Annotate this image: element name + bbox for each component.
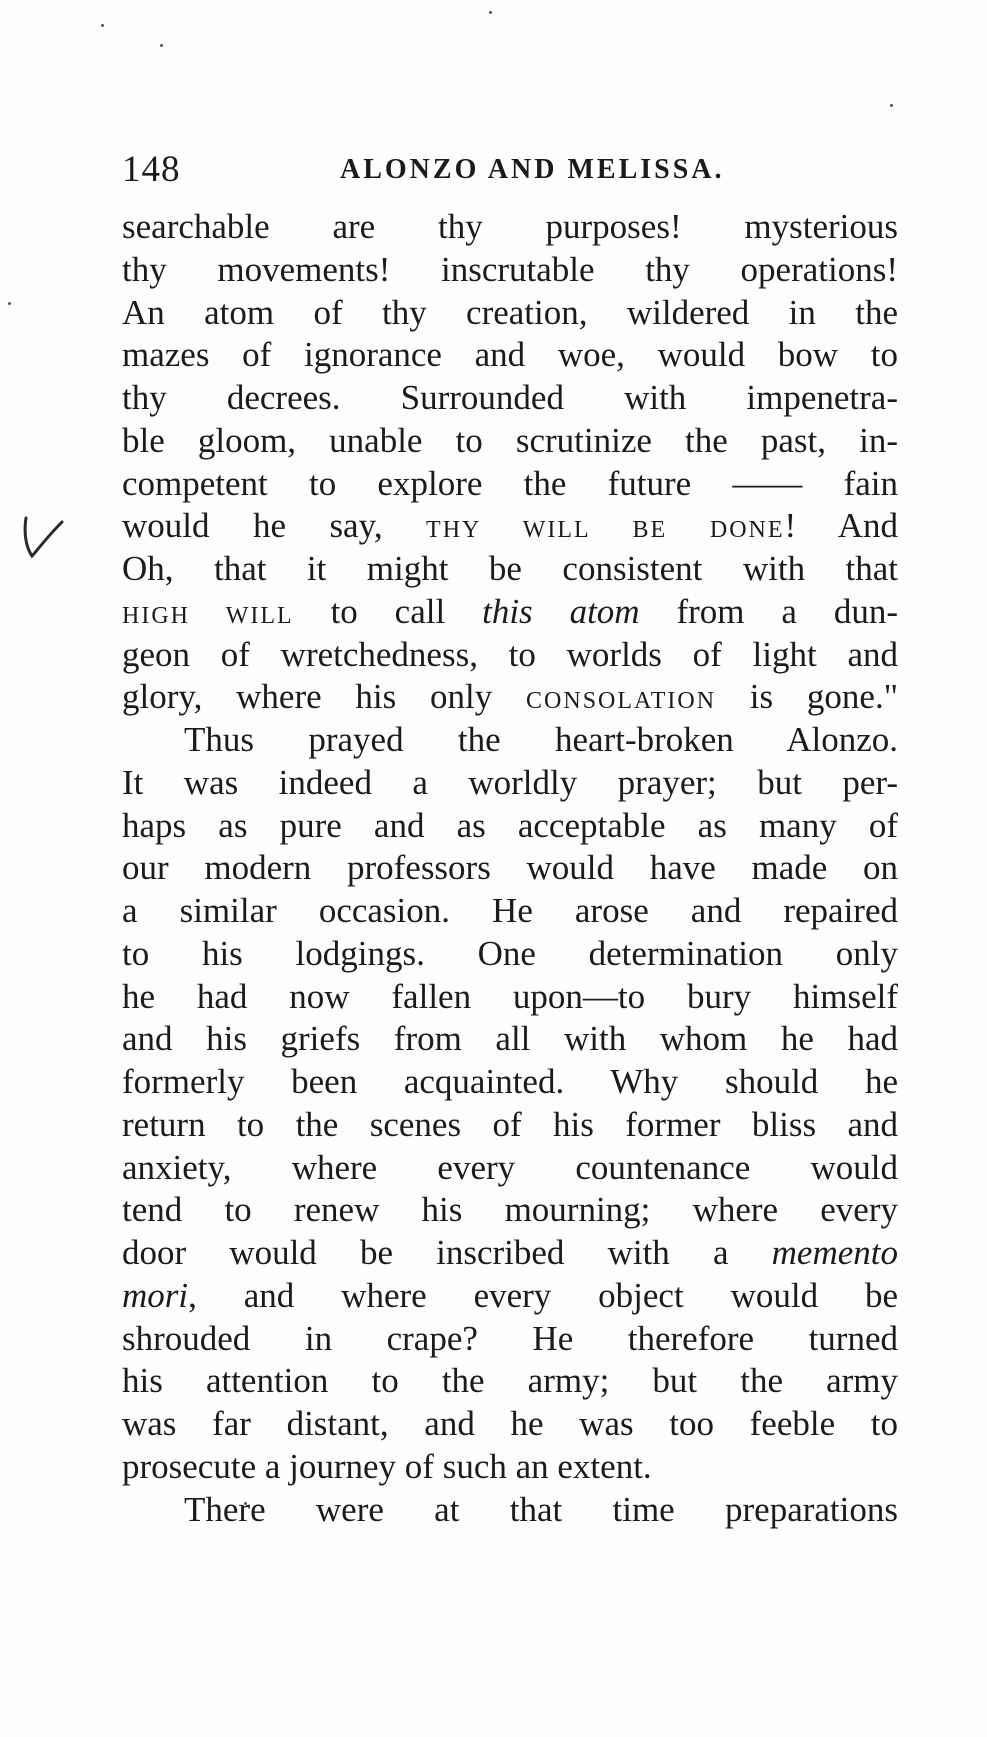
text-run: thy decrees. Surrounded with impenetra- xyxy=(122,378,898,417)
text-line xyxy=(122,591,898,634)
text-line xyxy=(122,1275,898,1318)
text-run: return to the scenes of his former bliss and xyxy=(122,1104,898,1144)
text-run: , and where every object would be xyxy=(188,1275,898,1315)
text-run: haps as pure and as acceptable as many of xyxy=(122,805,898,845)
paper-speck xyxy=(8,302,11,305)
text-line xyxy=(122,1318,898,1361)
text-line xyxy=(122,1489,898,1532)
text-line xyxy=(122,1104,898,1147)
text-line xyxy=(122,1446,898,1489)
text-line xyxy=(122,634,898,677)
text-line xyxy=(122,548,898,591)
text-run: his attention to the army; but the army xyxy=(122,1361,898,1401)
text-run: geon of wretchedness, to worlds of light and xyxy=(122,634,898,674)
text-run: thy movements! inscrutable thy operations! xyxy=(122,249,898,289)
text-run: ble gloom, unable to scrutinize the past, in- xyxy=(122,420,898,460)
page-number: 148 xyxy=(122,149,181,190)
text-run: formerly been acquainted. Why should he xyxy=(122,1062,898,1101)
body-text xyxy=(122,206,898,1531)
text-line xyxy=(122,1360,898,1403)
italic-text: this atom xyxy=(482,591,640,631)
text-line xyxy=(122,933,898,976)
paper-speck xyxy=(101,24,104,27)
text-run: and his griefs from all with whom he had xyxy=(122,1019,898,1059)
text-line xyxy=(122,719,898,762)
text-line xyxy=(122,847,898,890)
small-caps-text: CONSOLATION xyxy=(526,688,717,715)
text-run: Thus prayed the heart-broken Alonzo. xyxy=(184,720,898,759)
text-run: to his lodgings. One determination only xyxy=(122,933,898,973)
text-run: tend to renew his mourning; where every xyxy=(122,1190,898,1230)
text-run: An atom of thy creation, wildered in the xyxy=(122,292,898,332)
text-line xyxy=(122,762,898,805)
text-line xyxy=(122,1403,898,1446)
text-run: door would be inscribed with a xyxy=(122,1233,772,1272)
text-line xyxy=(122,463,898,506)
text-line xyxy=(122,1018,898,1061)
paper-speck xyxy=(160,44,163,47)
text-line xyxy=(122,420,898,463)
text-line xyxy=(122,1189,898,1232)
text-run: from a dun- xyxy=(639,591,898,631)
text-line xyxy=(122,1061,898,1104)
text-line xyxy=(122,1232,898,1275)
text-line xyxy=(122,292,898,335)
text-run: Oh, that it might be consistent with that xyxy=(122,549,898,588)
text-line xyxy=(122,890,898,933)
text-line xyxy=(122,334,898,377)
small-caps-text: THY WILL BE DONE xyxy=(426,517,785,544)
text-line xyxy=(122,1147,898,1190)
text-run: glory, where his only xyxy=(122,677,527,717)
text-run: searchable are thy purposes! mysterious xyxy=(122,207,898,246)
text-line xyxy=(122,505,898,548)
paper-speck xyxy=(489,11,492,14)
text-line xyxy=(122,976,898,1019)
text-run: There were at that time preparations xyxy=(184,1489,898,1529)
italic-text: mori xyxy=(122,1275,189,1315)
text-line xyxy=(122,377,898,420)
text-run: shrouded in crape? He therefore turned xyxy=(122,1318,898,1358)
text-run: is gone." xyxy=(716,677,898,717)
text-run: competent to explore the future —— fain xyxy=(122,463,898,503)
text-run: mazes of ignorance and woe, would bow to xyxy=(122,335,898,375)
text-run: prosecute a journey of such an extent. xyxy=(122,1446,652,1486)
text-run: It was indeed a worldly prayer; but per- xyxy=(122,762,898,802)
text-run: was far distant, and he was too feeble to xyxy=(122,1404,898,1443)
handwritten-check-mark-icon xyxy=(22,512,72,562)
text-run: anxiety, where every countenance would xyxy=(122,1147,898,1187)
text-run: a similar occasion. He arose and repaired xyxy=(122,891,898,930)
running-title: ALONZO AND MELISSA. xyxy=(340,154,725,185)
text-run: would he say, xyxy=(122,506,427,546)
small-caps-text: HIGH WILL xyxy=(122,602,294,629)
text-line xyxy=(122,249,898,292)
text-line xyxy=(122,676,898,719)
text-run: ! And xyxy=(784,506,898,546)
text-line xyxy=(122,805,898,848)
text-line xyxy=(122,206,898,249)
text-run: he had now fallen upon—to bury himself xyxy=(122,976,898,1016)
text-run: our modern professors would have made on xyxy=(122,848,898,888)
running-header xyxy=(122,148,902,194)
text-run: to call xyxy=(293,591,483,631)
paper-speck xyxy=(890,104,893,107)
italic-text: memento xyxy=(771,1233,898,1272)
